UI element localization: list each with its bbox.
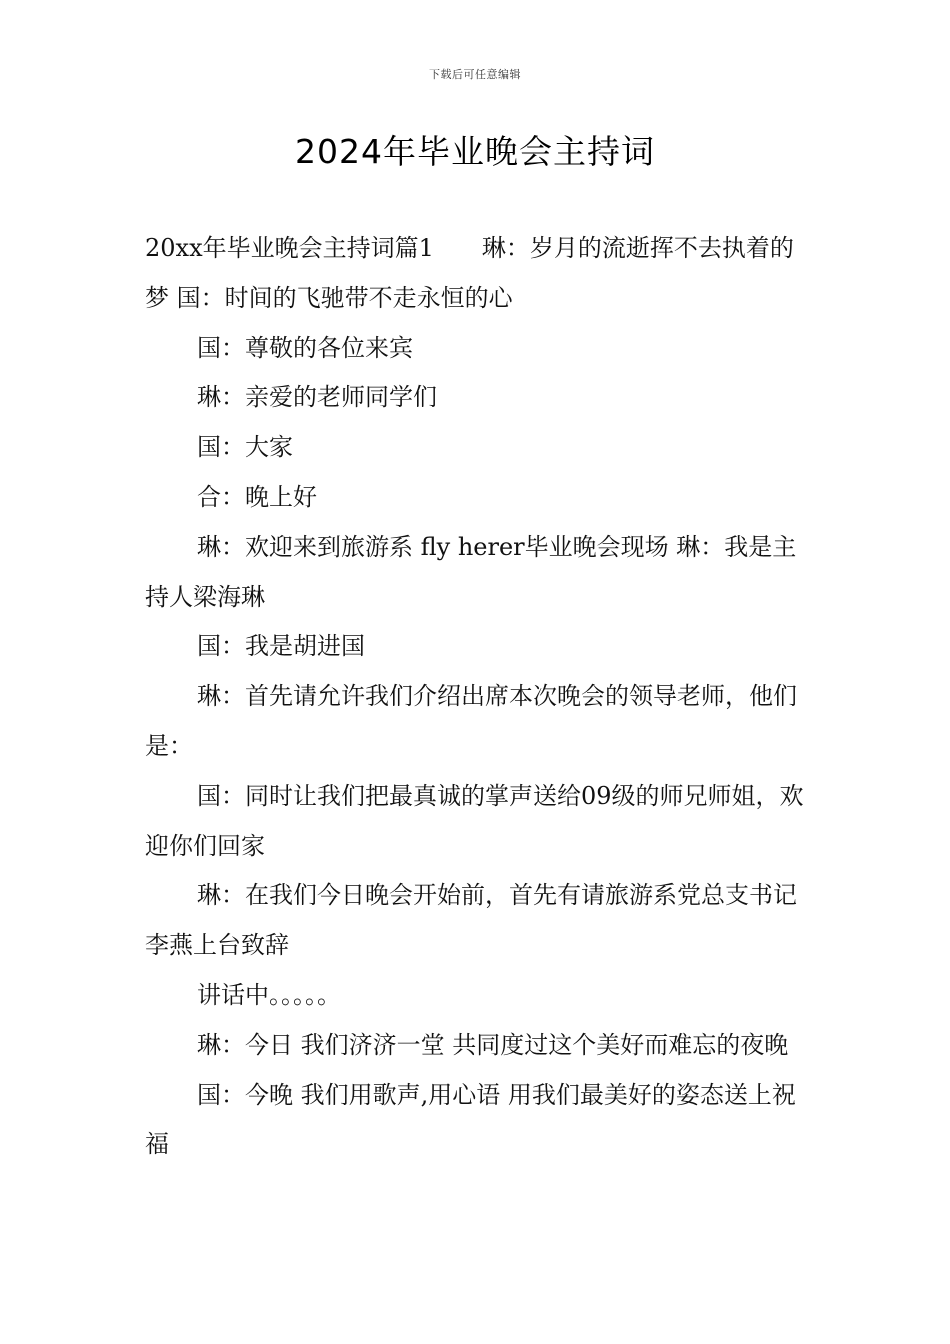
document-title: 2024年毕业晚会主持词 <box>295 132 655 171</box>
paragraph: 琳：在我们今日晚会开始前，首先有请旅游系党总支书记李燕上台致辞 <box>145 881 797 960</box>
paragraph: 国：我是胡进国 <box>197 632 365 661</box>
header-note: 下载后可任意编辑 <box>429 68 521 81</box>
paragraph: 琳：今日 我们济济一堂 共同度过这个美好而难忘的夜晚 <box>197 1030 789 1059</box>
paragraph: 国：今晚 我们用歌声,用心语 用我们最美好的姿态送上祝福 <box>145 1080 796 1159</box>
paragraph: 国：尊敬的各位来宾 <box>197 333 413 362</box>
paragraph: 琳：欢迎来到旅游系 fly herer毕业晚会现场 琳：我是主持人梁海琳 <box>145 532 797 611</box>
paragraph: 国：同时让我们把最真诚的掌声送给09级的师兄师姐，欢迎你们回家 <box>145 781 804 860</box>
paragraph: 琳：亲爱的老师同学们 <box>197 383 437 412</box>
paragraph: 讲话中。。。。。 <box>197 980 341 1009</box>
paragraph-intro: 20xx年毕业晚会主持词篇1 琳：岁月的流逝挥不去执着的梦 国：时间的飞驰带不走永恒的心 <box>145 234 794 312</box>
paragraph: 合：晚上好 <box>197 482 317 511</box>
paragraph: 琳：首先请允许我们介绍出席本次晚会的领导老师，他们是： <box>145 682 797 760</box>
paragraph: 国：大家 <box>197 433 293 462</box>
document-body <box>145 224 813 1170</box>
